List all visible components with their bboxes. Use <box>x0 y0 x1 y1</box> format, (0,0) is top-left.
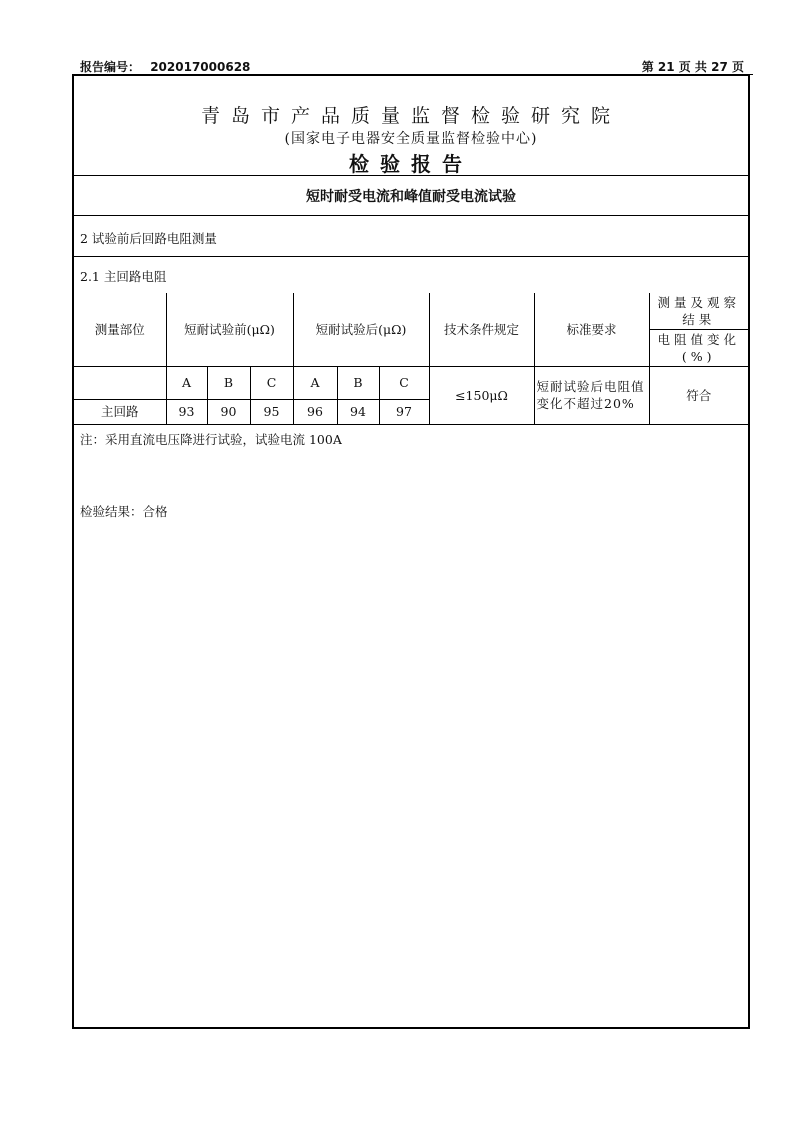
before-value: 90 <box>207 399 250 424</box>
phase-label: B <box>337 366 379 399</box>
report-number-label: 报告编号： <box>80 60 141 74</box>
divider <box>74 175 748 176</box>
standard-requirement: 短耐试验后电阻值变化不超过20% <box>534 366 649 424</box>
after-value: 96 <box>293 399 337 424</box>
resistance-table <box>74 293 748 425</box>
header-after: 短耐试验后(μΩ) <box>293 293 429 366</box>
spec-value: ≤150μΩ <box>429 366 534 424</box>
part-name: 主回路 <box>74 399 166 424</box>
page-info: 第 21 页 共 27 页 <box>641 60 744 74</box>
header-observation: 测量及观察结果 <box>649 293 748 329</box>
phase-label: A <box>166 366 207 399</box>
phase-label: C <box>379 366 429 399</box>
header-observation-sub: 电阻值变化(%) <box>649 329 748 366</box>
organization-subtitle: (国家电子电器安全质量监督检验中心) <box>284 131 538 147</box>
header-spec: 技术条件规定 <box>429 293 534 366</box>
conclusion: 检验结果：合格 <box>80 504 168 519</box>
result-value: 符合 <box>649 366 748 424</box>
report-number <box>80 58 250 75</box>
after-value: 94 <box>337 399 379 424</box>
section-heading: 2 试验前后回路电阻测量 <box>80 231 217 246</box>
phase-label: A <box>293 366 337 399</box>
after-value: 97 <box>379 399 429 424</box>
before-value: 95 <box>250 399 293 424</box>
note: 注：采用直流电压降进行试验，试验电流 100A <box>80 432 342 447</box>
divider <box>74 256 748 257</box>
subsection-heading: 2.1 主回路电阻 <box>80 269 167 284</box>
report-frame <box>72 75 750 1029</box>
divider <box>74 215 748 216</box>
phase-label: B <box>207 366 250 399</box>
organization-name: 青岛市产品质量监督检验研究院 <box>200 105 621 127</box>
header-part: 测量部位 <box>74 293 166 366</box>
phase-label: C <box>250 366 293 399</box>
header-standard: 标准要求 <box>534 293 649 366</box>
part-cell-top <box>74 366 166 399</box>
before-value: 93 <box>166 399 207 424</box>
report-number-value: 202017000628 <box>150 60 251 74</box>
test-title: 短时耐受电流和峰值耐受电流试验 <box>306 189 516 205</box>
report-title: 检验报告 <box>349 152 473 176</box>
header-before: 短耐试验前(μΩ) <box>166 293 293 366</box>
